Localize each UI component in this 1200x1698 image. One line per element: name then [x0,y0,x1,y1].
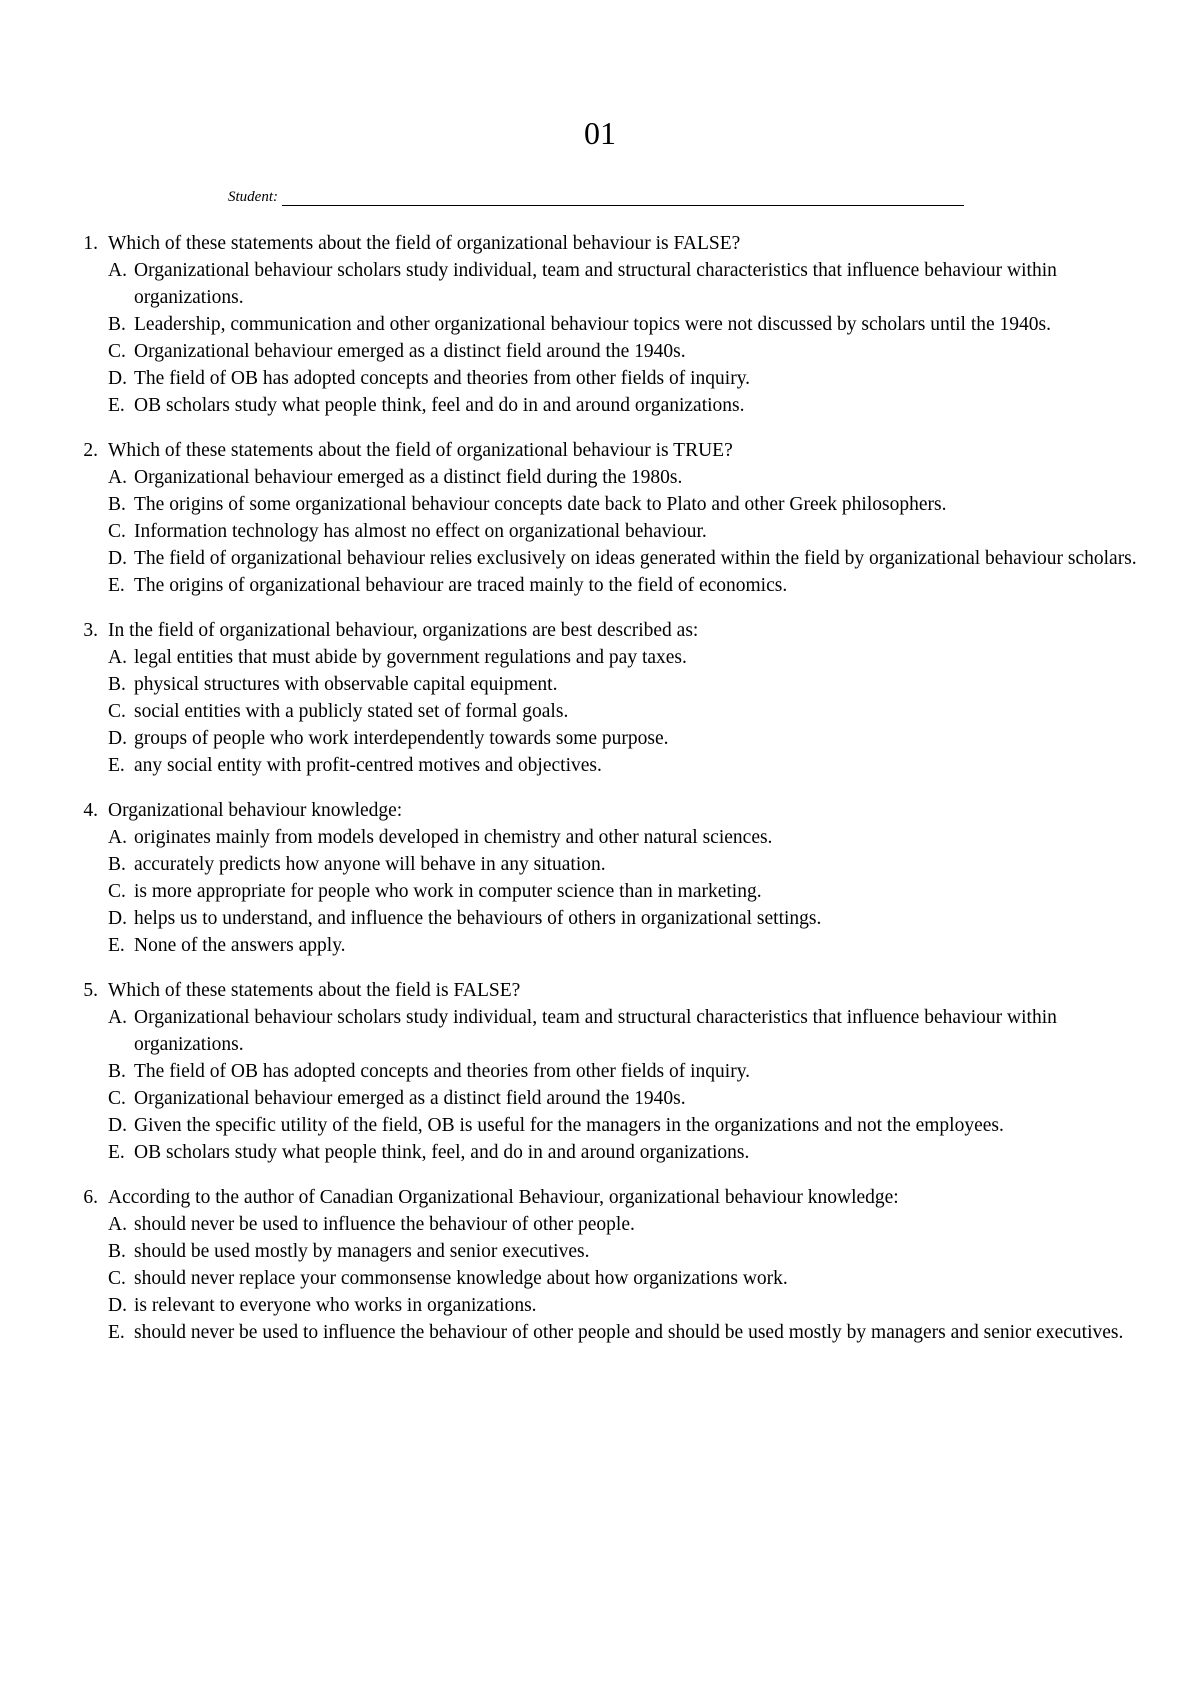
answer-option [108,1058,1146,1085]
option-text: OB scholars study what people think, feel and do in and around organizations. [134,395,745,416]
answer-option [108,1112,1146,1139]
option-letter: B. [108,314,126,335]
option-text: groups of people who work interdependently towards some purpose. [134,728,669,749]
answer-option [108,392,1146,419]
question-item [66,1184,1146,1346]
answer-option [108,752,1146,779]
option-letter: A. [108,647,127,668]
question-stem: Organizational behaviour knowledge: [108,800,403,821]
option-text: The field of OB has adopted concepts and theories from other fields of inquiry. [134,368,751,389]
option-text: None of the answers apply. [134,935,346,956]
student-label: Student: [228,189,278,205]
option-text: any social entity with profit-centred motives and objectives. [134,755,602,776]
option-text: should never be used to influence the behaviour of other people and should be used mostly by managers and senior executives. [134,1322,1124,1343]
answer-option [108,1211,1146,1238]
option-text: should never be used to influence the behaviour of other people. [134,1214,635,1235]
question-item [66,437,1146,599]
answer-option [108,932,1146,959]
answer-option [108,491,1146,518]
option-text: Organizational behaviour emerged as a distinct field during the 1980s. [134,467,683,488]
option-text: The origins of organizational behaviour are traced mainly to the field of economics. [134,575,788,596]
option-text: is relevant to everyone who works in organizations. [134,1295,537,1316]
option-letter: C. [108,701,126,722]
option-letter: C. [108,1268,126,1289]
option-letter: D. [108,1115,127,1136]
answer-option [108,338,1146,365]
option-letter: C. [108,1088,126,1109]
answer-options [108,824,1146,959]
answer-option [108,257,1146,311]
answer-option [108,698,1146,725]
answer-option [108,644,1146,671]
answer-option [108,518,1146,545]
option-letter: A. [108,260,127,281]
question-body [108,230,1146,419]
option-letter: C. [108,341,126,362]
option-letter: B. [108,674,126,695]
option-text: Organizational behaviour emerged as a distinct field around the 1940s. [134,341,686,362]
question-list [66,230,1146,1364]
option-letter: B. [108,1241,126,1262]
answer-options [108,257,1146,419]
question-number: 1. [83,233,98,254]
option-text: Organizational behaviour emerged as a distinct field around the 1940s. [134,1088,686,1109]
option-text: physical structures with observable capital equipment. [134,674,558,695]
question-item [66,797,1146,959]
answer-option [108,464,1146,491]
answer-option [108,365,1146,392]
question-body [108,617,1146,779]
question-stem: In the field of organizational behaviour, organizations are best described as: [108,620,699,641]
option-letter: A. [108,1007,127,1028]
option-text: OB scholars study what people think, feel, and do in and around organizations. [134,1142,750,1163]
question-body [108,977,1146,1166]
option-letter: B. [108,1061,126,1082]
option-letter: C. [108,881,126,902]
option-letter: E. [108,1142,125,1163]
question-number: 4. [83,800,98,821]
answer-options [108,1004,1146,1166]
answer-option [108,545,1146,572]
option-letter: D. [108,908,127,929]
student-name-field [228,188,964,206]
question-number: 3. [83,620,98,641]
option-text: accurately predicts how anyone will behave in any situation. [134,854,606,875]
question-item [66,230,1146,419]
answer-option [108,878,1146,905]
question-item [66,977,1146,1166]
option-text: Organizational behaviour scholars study individual, team and structural characteristics that influence behaviour within organizations. [134,1007,1057,1055]
answer-option [108,1319,1146,1346]
question-stem: Which of these statements about the field of organizational behaviour is FALSE? [108,233,741,254]
option-letter: D. [108,1295,127,1316]
option-letter: A. [108,827,127,848]
option-text: social entities with a publicly stated set of formal goals. [134,701,569,722]
student-name-line [282,191,964,206]
question-body [108,1184,1146,1346]
option-letter: C. [108,521,126,542]
option-letter: E. [108,395,125,416]
answer-option [108,851,1146,878]
answer-option [108,824,1146,851]
question-body [108,437,1146,599]
option-text: Given the specific utility of the field, OB is useful for the managers in the organizations and not the employees. [134,1115,1004,1136]
option-letter: A. [108,1214,127,1235]
option-text: The origins of some organizational behaviour concepts date back to Plato and other Greek philosophers. [134,494,947,515]
option-text: The field of OB has adopted concepts and theories from other fields of inquiry. [134,1061,751,1082]
page-title: 01 [584,115,616,151]
answer-option [108,1004,1146,1058]
answer-options [108,464,1146,599]
answer-options [108,644,1146,779]
option-letter: D. [108,548,127,569]
option-text: should never replace your commonsense knowledge about how organizations work. [134,1268,788,1289]
option-letter: E. [108,575,125,596]
question-number: 2. [83,440,98,461]
answer-option [108,725,1146,752]
option-letter: D. [108,368,127,389]
question-stem: Which of these statements about the field is FALSE? [108,980,521,1001]
option-text: Information technology has almost no effect on organizational behaviour. [134,521,707,542]
question-number: 6. [83,1187,98,1208]
option-text: Organizational behaviour scholars study individual, team and structural characteristics that influence behaviour within organizations. [134,260,1057,308]
answer-option [108,311,1146,338]
answer-option [108,1085,1146,1112]
option-text: originates mainly from models developed in chemistry and other natural sciences. [134,827,773,848]
option-letter: E. [108,1322,125,1343]
question-stem: According to the author of Canadian Organizational Behaviour, organizational behaviour knowledge: [108,1187,899,1208]
option-letter: A. [108,467,127,488]
answer-option [108,572,1146,599]
option-text: should be used mostly by managers and senior executives. [134,1241,590,1262]
option-text: is more appropriate for people who work in computer science than in marketing. [134,881,762,902]
answer-option [108,1238,1146,1265]
option-text: legal entities that must abide by government regulations and pay taxes. [134,647,687,668]
option-text: The field of organizational behaviour relies exclusively on ideas generated within the field by organizational behaviour scholars. [134,548,1137,569]
option-letter: E. [108,755,125,776]
option-text: Leadership, communication and other organizational behaviour topics were not discussed by scholars until the 1940s. [134,314,1051,335]
answer-options [108,1211,1146,1346]
answer-option [108,671,1146,698]
question-body [108,797,1146,959]
question-item [66,617,1146,779]
answer-option [108,905,1146,932]
option-letter: B. [108,854,126,875]
answer-option [108,1265,1146,1292]
question-stem: Which of these statements about the field of organizational behaviour is TRUE? [108,440,733,461]
option-text: helps us to understand, and influence the behaviours of others in organizational settings. [134,908,822,929]
option-letter: B. [108,494,126,515]
answer-option [108,1139,1146,1166]
option-letter: D. [108,728,127,749]
option-letter: E. [108,935,125,956]
question-number: 5. [83,980,98,1001]
answer-option [108,1292,1146,1319]
